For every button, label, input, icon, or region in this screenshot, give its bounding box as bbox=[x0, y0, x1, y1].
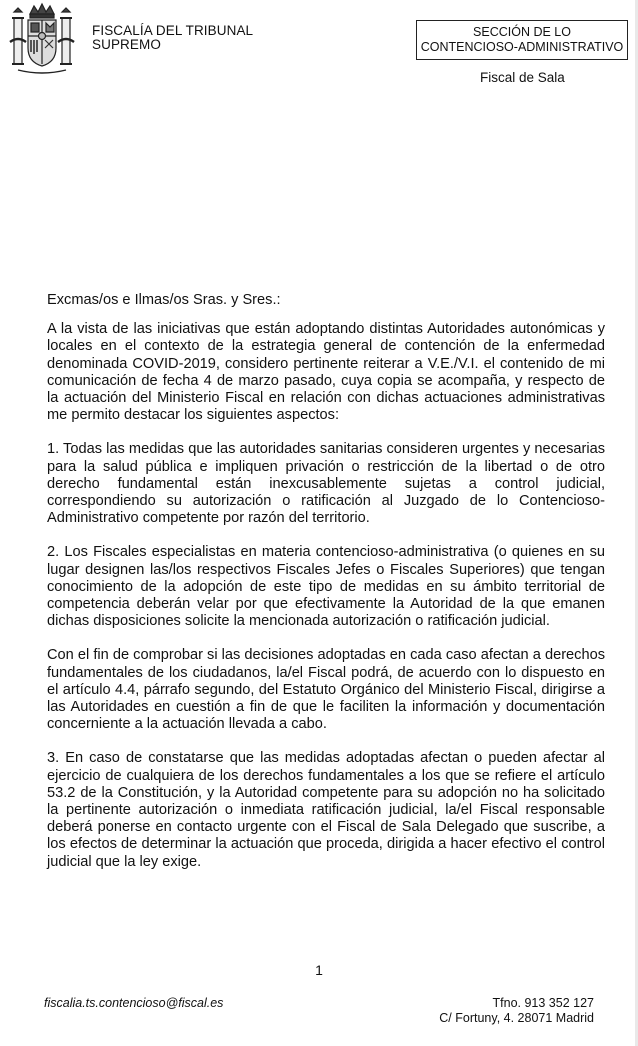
paragraph-point-3: 3. En caso de constatarse que las medidas adoptadas afectan o pueden afectar al ejercicio de cualquiera de los derechos fundamentales a los que se refiere el artículo 53.2 de la Constitución, y la Autoridad competente para su adopción no ha solicitado la pertinente autorización o inmediata ratificación judicial, la/el Fiscal responsable deberá ponerse en contacto urgente con el Fiscal de Sala Delegado que suscribe, a los efectos de determinar la actuación que proceda, dirigida a hacer efectivo el control judicial que la ley exige. bbox=[47, 750, 605, 870]
office-name-line2: SUPREMO bbox=[92, 37, 161, 52]
salutation: Excmas/os e Ilmas/os Sras. y Sres.: bbox=[47, 292, 281, 308]
footer-contact bbox=[439, 996, 594, 1026]
coat-of-arms-icon bbox=[8, 2, 76, 76]
issuing-office bbox=[92, 24, 253, 52]
paragraph-intro: A la vista de las iniciativas que están adoptando distintas Autoridades autonómicas y locales en el contexto de la estrategia general de contención de la enfermedad denominada COVID-2019, considero pertinente reiterar a V.E./V.I. el contenido de mi comunicación de fecha 4 de marzo pasado, cuya copia se acompaña, y respecto de la actuación del Ministerio Fiscal en relación con dichas actuaciones administrativas me permito destacar los siguientes aspectos: bbox=[47, 321, 605, 424]
signatory-role: Fiscal de Sala bbox=[480, 70, 565, 85]
footer-phone: Tfno. 913 352 127 bbox=[492, 996, 594, 1010]
footer-email-link[interactable]: fiscalia.ts.contencioso@fiscal.es bbox=[44, 996, 224, 1010]
section-name-line2: CONTENCIOSO-ADMINISTRATIVO bbox=[420, 40, 624, 54]
page-number: 1 bbox=[315, 962, 323, 978]
section-name-line1: SECCIÓN DE LO bbox=[473, 25, 571, 39]
footer-address: C/ Fortuny, 4. 28071 Madrid bbox=[439, 1011, 594, 1025]
section-box bbox=[416, 20, 628, 60]
paragraph-verification: Con el fin de comprobar si las decisiones adoptadas en cada caso afectan a derechos fundamentales de los ciudadanos, la/el Fiscal podrá, de acuerdo con lo dispuesto en el artículo 4.4, párrafo segundo, del Estatuto Orgánico del Ministerio Fiscal, dirigirse a las Autoridades en cuestión a fin de que le faciliten la información y documentación concerniente a la actuación llevada a cabo. bbox=[47, 647, 605, 733]
paragraph-point-2: 2. Los Fiscales especialistas en materia contencioso-administrativa (o quienes en su lugar designen las/los respectivos Fiscales Jefes o Fiscales Superiores) que tengan conocimiento de la adopción de este tipo de medidas en su ámbito territorial de competencia deberán velar por que efectivamente la Autoridad de la que emanen dichas disposiciones solicite la mencionada autorización o ratificación judicial. bbox=[47, 544, 605, 630]
paragraph-point-1: 1. Todas las medidas que las autoridades sanitarias consideren urgentes y necesarias para la salud pública e impliquen privación o restricción de la libertad o de otro derecho fundamental están inexcusablemente sujetas a control judicial, correspondiendo su autorización o ratificación al Juzgado de lo Contencioso-Administrativo competente por razón del territorio. bbox=[47, 441, 605, 527]
letter-body bbox=[47, 292, 605, 888]
office-name-line1: FISCALÍA DEL TRIBUNAL bbox=[92, 23, 254, 38]
